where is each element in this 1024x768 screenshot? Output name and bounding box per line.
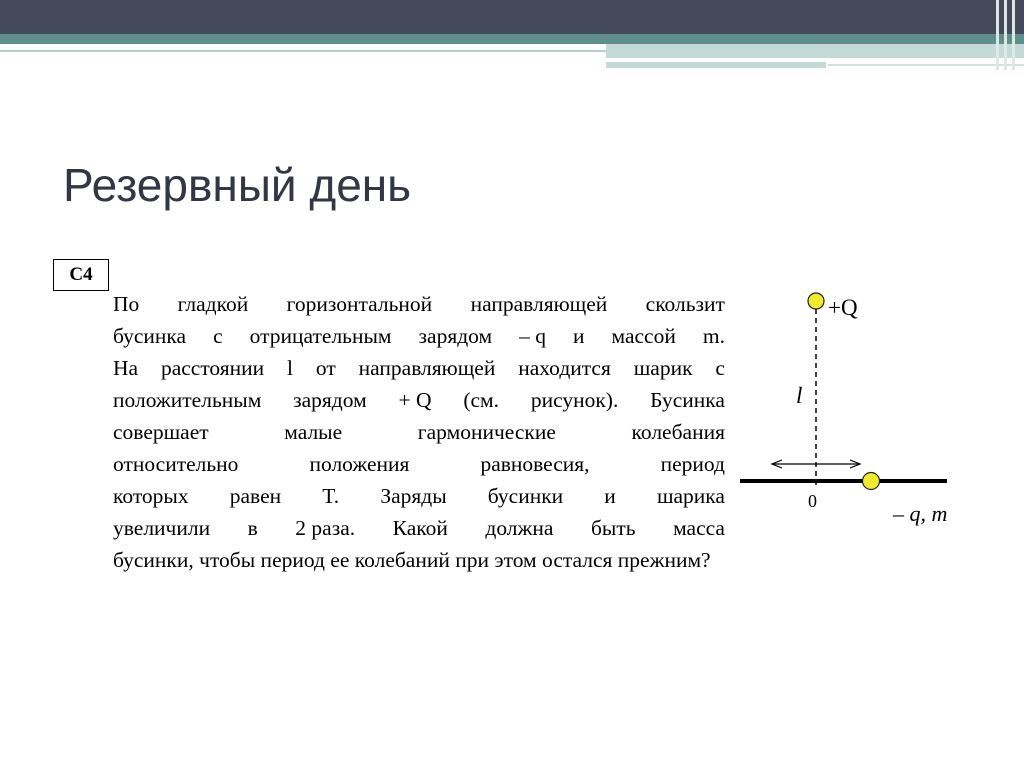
problem-word: которых — [113, 484, 189, 508]
problem-word: Какой — [392, 516, 448, 540]
problem-word: гладкой — [177, 292, 249, 316]
slide-title: Резервный день — [63, 159, 412, 211]
problem-word: шарика — [656, 484, 725, 508]
problem-word: находится — [518, 356, 611, 380]
header-right-block-lower — [606, 62, 826, 68]
problem-figure — [730, 285, 970, 535]
problem-text-line — [113, 448, 725, 480]
problem-word: + Q — [398, 388, 432, 412]
problem-word: равен — [229, 484, 282, 508]
figure-svg — [730, 285, 970, 535]
problem-word: (см. — [463, 388, 500, 412]
problem-word: шарик — [633, 356, 693, 380]
problem-word: массой — [611, 324, 676, 348]
problem-word: m. — [702, 324, 725, 348]
origin-label: 0 — [808, 491, 817, 511]
problem-word: и — [572, 324, 585, 348]
problem-word: положительным — [113, 388, 262, 412]
problem-word: зарядом — [418, 324, 493, 348]
problem-text-line — [113, 384, 725, 416]
problem-word: расстоянии — [160, 356, 265, 380]
problem-word: Заряды — [380, 484, 447, 508]
problem-text-line — [113, 512, 725, 544]
header-teal-bar — [0, 34, 1024, 44]
problem-word: с — [213, 324, 223, 348]
problem-word: Бусинка — [650, 388, 725, 412]
problem-word: T. — [322, 484, 340, 508]
problem-word: совершает — [113, 420, 209, 444]
bead-label: – q, m — [893, 501, 948, 526]
header-stripe — [1012, 0, 1015, 70]
problem-text-line — [113, 288, 725, 320]
problem-word: равновесия, — [480, 452, 590, 476]
problem-text-line — [113, 480, 725, 512]
problem-word: По — [113, 292, 140, 316]
problem-word: гармонические — [417, 420, 556, 444]
problem-word: рисунок). — [530, 388, 619, 412]
problem-word: горизонтальной — [286, 292, 433, 316]
problem-word: бусинки — [487, 484, 564, 508]
distance-label: l — [796, 383, 803, 408]
problem-text-line: бусинки, чтобы период ее колебаний при этом остался прежним? — [113, 548, 711, 572]
problem-word: бусинка — [113, 324, 187, 348]
problem-word: направляющей — [358, 356, 496, 380]
header-thin-line — [0, 50, 606, 52]
problem-word: скользит — [645, 292, 725, 316]
problem-word: с — [715, 356, 725, 380]
problem-word: период — [660, 452, 725, 476]
problem-word: положения — [309, 452, 410, 476]
problem-word: l — [287, 356, 294, 380]
header-right-block — [606, 44, 1024, 58]
problem-word: отрицательным — [249, 324, 392, 348]
problem-word: должна — [485, 516, 554, 540]
header-right-line — [828, 64, 1024, 66]
problem-text-line — [113, 320, 725, 352]
problem-word: На — [113, 356, 139, 380]
problem-word: 2 раза. — [295, 516, 356, 540]
header-dark-bar — [0, 0, 1024, 34]
problem-word: – q — [519, 324, 546, 348]
problem-word: от — [315, 356, 336, 380]
problem-word: быть — [590, 516, 636, 540]
problem-word: относительно — [113, 452, 239, 476]
problem-number-badge: C4 — [53, 259, 109, 291]
problem-text-line — [113, 352, 725, 384]
problem-word: зарядом — [293, 388, 367, 412]
problem-word: в — [247, 516, 258, 540]
header-stripe — [1004, 0, 1007, 70]
problem-word: и — [604, 484, 616, 508]
problem-word: направляющей — [470, 292, 608, 316]
bead — [863, 473, 880, 490]
problem-word: малые — [284, 420, 343, 444]
charge-label: +Q — [828, 295, 858, 320]
problem-word: увеличили — [113, 516, 211, 540]
positive-charge-ball — [808, 293, 824, 309]
problem-text-line — [113, 416, 725, 448]
problem-word: колебания — [631, 420, 725, 444]
problem-word: масса — [673, 516, 725, 540]
header-stripe — [996, 0, 999, 70]
